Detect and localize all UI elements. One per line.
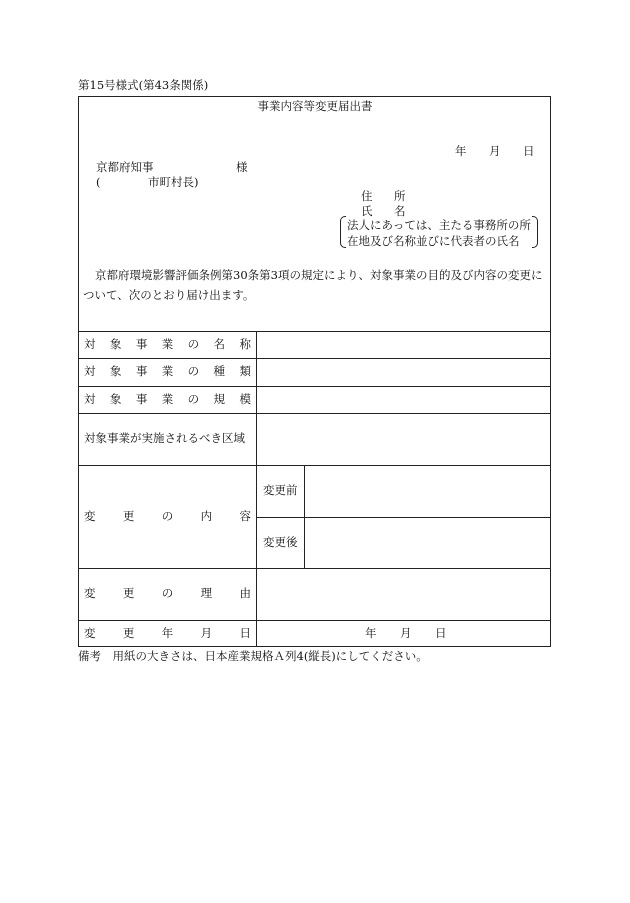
addressee-governor: 京都府知事: [96, 160, 154, 174]
table-rule: [78, 620, 551, 621]
form-number: 第15号様式(第43条関係): [78, 78, 209, 92]
date-year-label: 年: [455, 144, 467, 158]
name-label-1: 氏: [361, 204, 373, 218]
address-label-1: 住: [361, 189, 373, 203]
corporate-note-line2: 在地及び名称並びに代表者の氏名: [347, 234, 520, 248]
table-rule: [78, 358, 551, 359]
footnote: 備考 用紙の大きさは、日本産業規格Ａ列4(縦長)にしてください。: [78, 649, 428, 663]
date-day-label: 日: [523, 144, 535, 158]
row-label-change-date: 変 更 年 月 日: [84, 626, 251, 640]
address-label-2: 所: [394, 189, 406, 203]
body-text: 京都府環境影響評価条例第30条第3項の規定により、対象事業の目的及び内容の変更について、次のとおり届け出ます。: [83, 268, 543, 302]
note-bracket-right: [532, 216, 538, 248]
note-bracket-left: [340, 216, 346, 248]
table-rule: [78, 386, 551, 387]
addressee-mayor: 市町村長): [148, 175, 199, 189]
row-label-change-content: 変 更 の 内 容: [84, 509, 251, 523]
table-rule: [78, 568, 551, 569]
label-before-change: 変更前: [263, 483, 298, 497]
name-label-2: 名: [394, 204, 406, 218]
row-label-project-type: 対 象 事 業 の 種 類: [84, 364, 251, 378]
change-date-year: 年: [365, 626, 377, 640]
change-date-day: 日: [435, 626, 447, 640]
table-divider: [304, 465, 305, 568]
row-label-project-scale: 対 象 事 業 の 規 模: [84, 392, 251, 406]
table-rule: [78, 331, 551, 332]
row-label-change-reason: 変 更 の 理 由: [84, 586, 251, 600]
row-label-project-area: 対象事業が実施されるべき区域: [84, 431, 245, 445]
change-date-month: 月: [400, 626, 412, 640]
form-title: 事業内容等変更届出書: [257, 99, 373, 113]
label-after-change: 変更後: [263, 535, 298, 549]
table-rule: [78, 413, 551, 414]
row-label-project-name: 対 象 事 業 の 名 称: [84, 337, 251, 351]
addressee-paren: (: [96, 175, 101, 189]
date-month-label: 月: [489, 144, 501, 158]
table-rule: [256, 517, 551, 518]
addressee-honorific: 様: [236, 160, 248, 174]
table-rule: [78, 465, 551, 466]
corporate-note-line1: 法人にあっては、主たる事務所の所: [347, 218, 531, 232]
table-divider: [256, 331, 257, 646]
